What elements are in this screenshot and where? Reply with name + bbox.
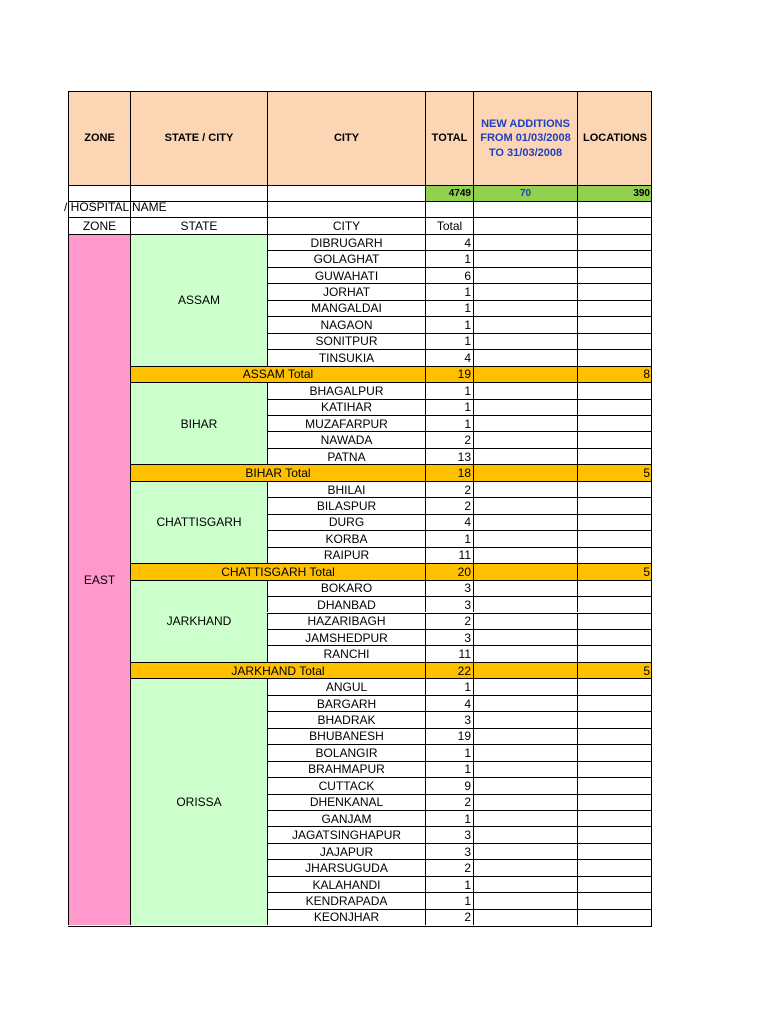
city-count: 1 [425,810,473,826]
header-zone: ZONE [68,91,130,185]
new-additions-cell [473,267,577,283]
new-additions-cell [473,859,577,875]
new-additions-cell [473,892,577,908]
locations-cell [577,645,652,661]
locations-cell [577,810,652,826]
state-total-new-additions [473,366,577,382]
locations-cell [577,695,652,711]
city-count: 6 [425,267,473,283]
locations-cell [577,744,652,760]
locations-cell [577,678,652,694]
city-count: 3 [425,580,473,596]
city-count: 2 [425,909,473,925]
hospital-row-cell [577,201,652,217]
city-cell: BHUBANESH [267,728,425,744]
summary-locations: 390 [577,185,652,201]
city-count: 3 [425,596,473,612]
state-total-count: 22 [425,662,473,678]
city-cell: PATNA [267,448,425,464]
city-cell: GOLAGHAT [267,250,425,266]
locations-cell [577,415,652,431]
sheet-right-border [651,91,652,927]
locations-cell [577,859,652,875]
state-total-label: ASSAM Total [130,366,425,382]
city-count: 11 [425,645,473,661]
locations-cell [577,530,652,546]
new-additions-cell [473,382,577,398]
header-total: TOTAL [425,91,473,185]
city-cell: NAGAON [267,316,425,332]
hospital-row-cell [267,201,425,217]
header-locations: LOCATIONS [577,91,652,185]
new-additions-cell [473,514,577,530]
city-count: 1 [425,415,473,431]
locations-cell [577,399,652,415]
locations-cell [577,777,652,793]
city-cell: KEONJHAR [267,909,425,925]
locations-cell [577,547,652,563]
city-cell: KATIHAR [267,399,425,415]
locations-cell [577,629,652,645]
city-cell: JAJAPUR [267,843,425,859]
new-additions-cell [473,481,577,497]
new-additions-cell [473,431,577,447]
city-count: 1 [425,333,473,349]
city-count: 2 [425,613,473,629]
city-cell: JAGATSINGHAPUR [267,826,425,842]
city-cell: BARGARH [267,695,425,711]
city-count: 1 [425,399,473,415]
state-cell: ORISSA [130,678,267,925]
new-additions-cell [473,333,577,349]
city-cell: DURG [267,514,425,530]
city-count: 1 [425,892,473,908]
state-total-count: 18 [425,464,473,480]
locations-cell [577,761,652,777]
city-cell: TINSUKIA [267,349,425,365]
state-total-count: 19 [425,366,473,382]
city-cell: JHARSUGUDA [267,859,425,875]
new-additions-cell [473,300,577,316]
city-count: 11 [425,547,473,563]
locations-cell [577,267,652,283]
new-additions-cell [473,613,577,629]
city-cell: DHANBAD [267,596,425,612]
city-count: 1 [425,678,473,694]
new-additions-cell [473,415,577,431]
locations-cell [577,892,652,908]
locations-cell [577,250,652,266]
header-new-additions [473,91,577,185]
new-additions-cell [473,448,577,464]
city-cell: KENDRAPADA [267,892,425,908]
state-total-locations: 5 [577,464,652,480]
locations-cell [577,333,652,349]
locations-cell [577,316,652,332]
locations-cell [577,514,652,530]
city-cell: BOKARO [267,580,425,596]
city-count: 1 [425,382,473,398]
locations-cell [577,234,652,250]
state-total-label: CHATTISGARH Total [130,563,425,579]
locations-cell [577,431,652,447]
state-total-locations: 5 [577,662,652,678]
new-additions-cell [473,777,577,793]
city-count: 4 [425,514,473,530]
locations-cell [577,283,652,299]
city-cell: JORHAT [267,283,425,299]
state-cell: BIHAR [130,382,267,464]
city-cell: KORBA [267,530,425,546]
city-count: 4 [425,695,473,711]
state-total-locations: 8 [577,366,652,382]
city-cell: MANGALDAI [267,300,425,316]
city-cell: DIBRUGARH [267,234,425,250]
subheader-zone: ZONE [68,217,130,233]
subheader-city: CITY [267,217,425,233]
new-additions-cell [473,711,577,727]
new-additions-cell [473,580,577,596]
new-additions-cell [473,250,577,266]
locations-cell [577,728,652,744]
locations-cell [577,711,652,727]
state-total-new-additions [473,563,577,579]
locations-cell [577,876,652,892]
city-cell: ANGUL [267,678,425,694]
city-count: 1 [425,761,473,777]
city-cell: BILASPUR [267,497,425,513]
subheader-blank [577,217,652,233]
new-additions-cell [473,497,577,513]
subheader-total: Total [425,217,473,233]
state-total-label: JARKHAND Total [130,662,425,678]
new-additions-cell [473,596,577,612]
locations-cell [577,448,652,464]
city-count: 2 [425,431,473,447]
city-count: 13 [425,448,473,464]
city-cell: HAZARIBAGH [267,613,425,629]
state-total-new-additions [473,464,577,480]
city-count: 1 [425,316,473,332]
locations-cell [577,826,652,842]
new-additions-cell [473,826,577,842]
city-cell: KALAHANDI [267,876,425,892]
locations-cell [577,613,652,629]
new-additions-cell [473,530,577,546]
new-additions-cell [473,810,577,826]
city-count: 9 [425,777,473,793]
summary-new-additions: 70 [473,185,577,201]
state-total-count: 20 [425,563,473,579]
summary-blank [68,185,130,201]
state-total-new-additions [473,662,577,678]
city-cell: CUTTACK [267,777,425,793]
subheader-blank [473,217,577,233]
subheader-state: STATE [130,217,267,233]
city-cell: MUZAFARPUR [267,415,425,431]
city-count: 4 [425,349,473,365]
state-total-locations: 5 [577,563,652,579]
locations-cell [577,382,652,398]
new-additions-cell [473,283,577,299]
city-count: 3 [425,629,473,645]
locations-cell [577,843,652,859]
city-count: 3 [425,843,473,859]
city-cell: BHADRAK [267,711,425,727]
new-additions-cell [473,399,577,415]
city-cell: RANCHI [267,645,425,661]
new-additions-cell [473,349,577,365]
new-additions-cell [473,909,577,925]
new-additions-cell [473,234,577,250]
city-count: 1 [425,530,473,546]
new-additions-cell [473,761,577,777]
state-cell: ASSAM [130,234,267,366]
city-count: 3 [425,826,473,842]
city-count: 2 [425,497,473,513]
city-cell: BHILAI [267,481,425,497]
locations-cell [577,349,652,365]
city-count: 1 [425,283,473,299]
city-cell: BRAHMAPUR [267,761,425,777]
locations-cell [577,794,652,810]
locations-cell [577,909,652,925]
city-cell: SONITPUR [267,333,425,349]
new-additions-cell [473,728,577,744]
header-city: CITY [267,91,425,185]
city-cell: BHAGALPUR [267,382,425,398]
city-count: 2 [425,859,473,875]
summary-blank [130,185,267,201]
locations-cell [577,580,652,596]
locations-cell [577,596,652,612]
state-cell: CHATTISGARH [130,481,267,563]
city-count: 2 [425,794,473,810]
city-cell: GUWAHATI [267,267,425,283]
city-count: 1 [425,876,473,892]
state-total-label: BIHAR Total [130,464,425,480]
new-additions-cell [473,876,577,892]
hospital-row-cell [425,201,473,217]
city-cell: NAWADA [267,431,425,447]
header-state-city: STATE / CITY [130,91,267,185]
city-count: 1 [425,250,473,266]
city-count: 1 [425,300,473,316]
city-cell: DHENKANAL [267,794,425,810]
sheet-bottom-border [68,926,652,927]
spreadsheet [68,91,652,927]
city-count: 1 [425,744,473,760]
city-count: 19 [425,728,473,744]
header-new-additions-text: NEW ADDITIONS FROM 01/03/2008 TO 31/03/2008 [480,118,571,159]
hospital-row-cell [473,201,577,217]
locations-cell [577,497,652,513]
new-additions-cell [473,695,577,711]
new-additions-cell [473,629,577,645]
new-additions-cell [473,843,577,859]
state-cell: JARKHAND [130,580,267,662]
new-additions-cell [473,645,577,661]
zone-cell: EAST [68,234,130,925]
city-count: 2 [425,481,473,497]
city-cell: GANJAM [267,810,425,826]
summary-total: 4749 [425,185,473,201]
new-additions-cell [473,794,577,810]
new-additions-cell [473,547,577,563]
summary-blank [267,185,425,201]
city-cell: JAMSHEDPUR [267,629,425,645]
city-count: 4 [425,234,473,250]
city-cell: RAIPUR [267,547,425,563]
new-additions-cell [473,678,577,694]
city-count: 3 [425,711,473,727]
locations-cell [577,481,652,497]
new-additions-cell [473,316,577,332]
city-cell: BOLANGIR [267,744,425,760]
hospital-name-label: / HOSPITAL NAME [64,200,167,214]
new-additions-cell [473,744,577,760]
locations-cell [577,300,652,316]
